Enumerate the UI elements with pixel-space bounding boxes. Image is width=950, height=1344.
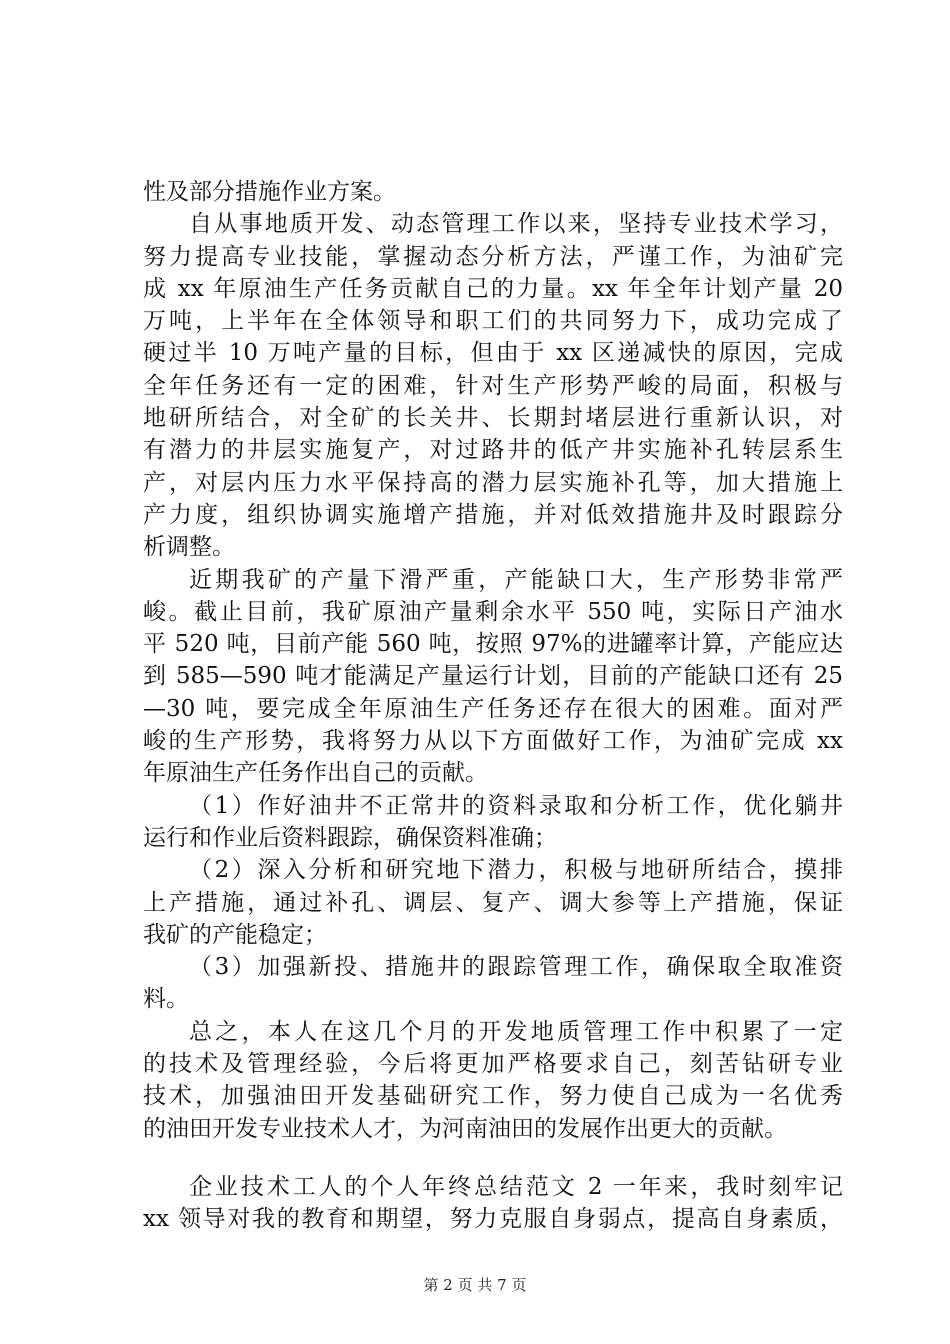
text-line: 努力提高专业技能，掌握动态分析方法，严谨工作，为油矿完	[143, 243, 843, 270]
document-body	[143, 176, 843, 1236]
paragraph-work-summary	[143, 208, 843, 563]
text-line: 上产措施，通过补孔、调层、复产、调大参等上产措施，保证	[143, 889, 843, 916]
text-line: 峻的生产形势，我将努力从以下方面做好工作，为油矿完成 xx	[143, 728, 843, 755]
text-line: 年原油生产任务作出自己的贡献。	[143, 760, 488, 787]
text-line: 自从事地质开发、动态管理工作以来，坚持专业技术学习，	[189, 211, 843, 238]
text-line: 我矿的产能稳定；	[143, 921, 327, 948]
text-line: 成 xx 年原油生产任务贡献自己的力量。xx 年全年计划产量 20	[143, 275, 843, 302]
text-line: 料。	[143, 986, 189, 1013]
text-line: 平 520 吨，目前产能 560 吨，按照 97%的进罐率计算，产能应达	[143, 631, 843, 658]
text-line: 到 585—590 吨才能满足产量运行计划，目前的产能缺口还有 25	[143, 663, 843, 690]
paragraph-conclusion	[143, 1016, 843, 1145]
text-line: 产，对层内压力水平保持高的潜力层实施补孔等，加大措施上	[143, 469, 843, 496]
text-line: 峻。截止目前，我矿原油产量剩余水平 550 吨，实际日产油水	[143, 598, 843, 625]
paragraph-production-situation	[143, 564, 843, 790]
text-line: （1）作好油井不正常井的资料录取和分析工作，优化躺井	[189, 792, 843, 819]
paragraph-sample-2	[143, 1171, 843, 1236]
text-line: xx 领导对我的教育和期望，努力克服自身弱点，提高自身素质，	[143, 1206, 843, 1233]
list-item-1	[143, 790, 843, 855]
paragraph-continuation	[143, 176, 843, 208]
paragraph-spacer	[143, 1145, 843, 1171]
text-line: 有潜力的井层实施复产，对过路井的低产井实施补孔转层系生	[143, 437, 843, 464]
text-line: 产力度，组织协调实施增产措施，并对低效措施井及时跟踪分	[143, 501, 843, 528]
page-number-footer: 第 2 页 共 7 页	[423, 1276, 527, 1294]
text-line: 全年任务还有一定的困难，针对生产形势严峻的局面，积极与	[143, 372, 843, 399]
text-line: 近期我矿的产量下滑严重，产能缺口大，生产形势非常严	[189, 566, 843, 593]
text-line: 技术，加强油田开发基础研究工作，努力使自己成为一名优秀	[143, 1083, 843, 1110]
text-line: 硬过半 10 万吨产量的目标，但由于 xx 区递减快的原因，完成	[143, 340, 843, 367]
list-item-2	[143, 854, 843, 951]
text-line: 运行和作业后资料跟踪，确保资料准确；	[143, 824, 557, 851]
text-line: —30 吨，要完成全年原油生产任务还存在很大的困难。面对严	[143, 695, 843, 722]
text-line: 的油田开发专业技术人才，为河南油田的发展作出更大的贡献。	[143, 1115, 787, 1142]
text-line: 万吨，上半年在全体领导和职工们的共同努力下，成功完成了	[143, 308, 843, 335]
text-line: 性及部分措施作业方案。	[143, 179, 396, 205]
text-line: 地研所结合，对全矿的长关井、长期封堵层进行重新认识，对	[143, 405, 843, 432]
text-line: 析调整。	[143, 534, 235, 561]
text-line: 的技术及管理经验，今后将更加严格要求自己，刻苦钻研专业	[143, 1051, 843, 1078]
text-line: （3）加强新投、措施井的跟踪管理工作，确保取全取准资	[189, 954, 843, 981]
text-line: 总之，本人在这几个月的开发地质管理工作中积累了一定	[189, 1018, 843, 1045]
list-item-3	[143, 951, 843, 1016]
text-line: （2）深入分析和研究地下潜力，积极与地研所结合，摸排	[189, 857, 843, 884]
text-line: 企业技术工人的个人年终总结范文 2 一年来，我时刻牢记	[189, 1173, 843, 1200]
